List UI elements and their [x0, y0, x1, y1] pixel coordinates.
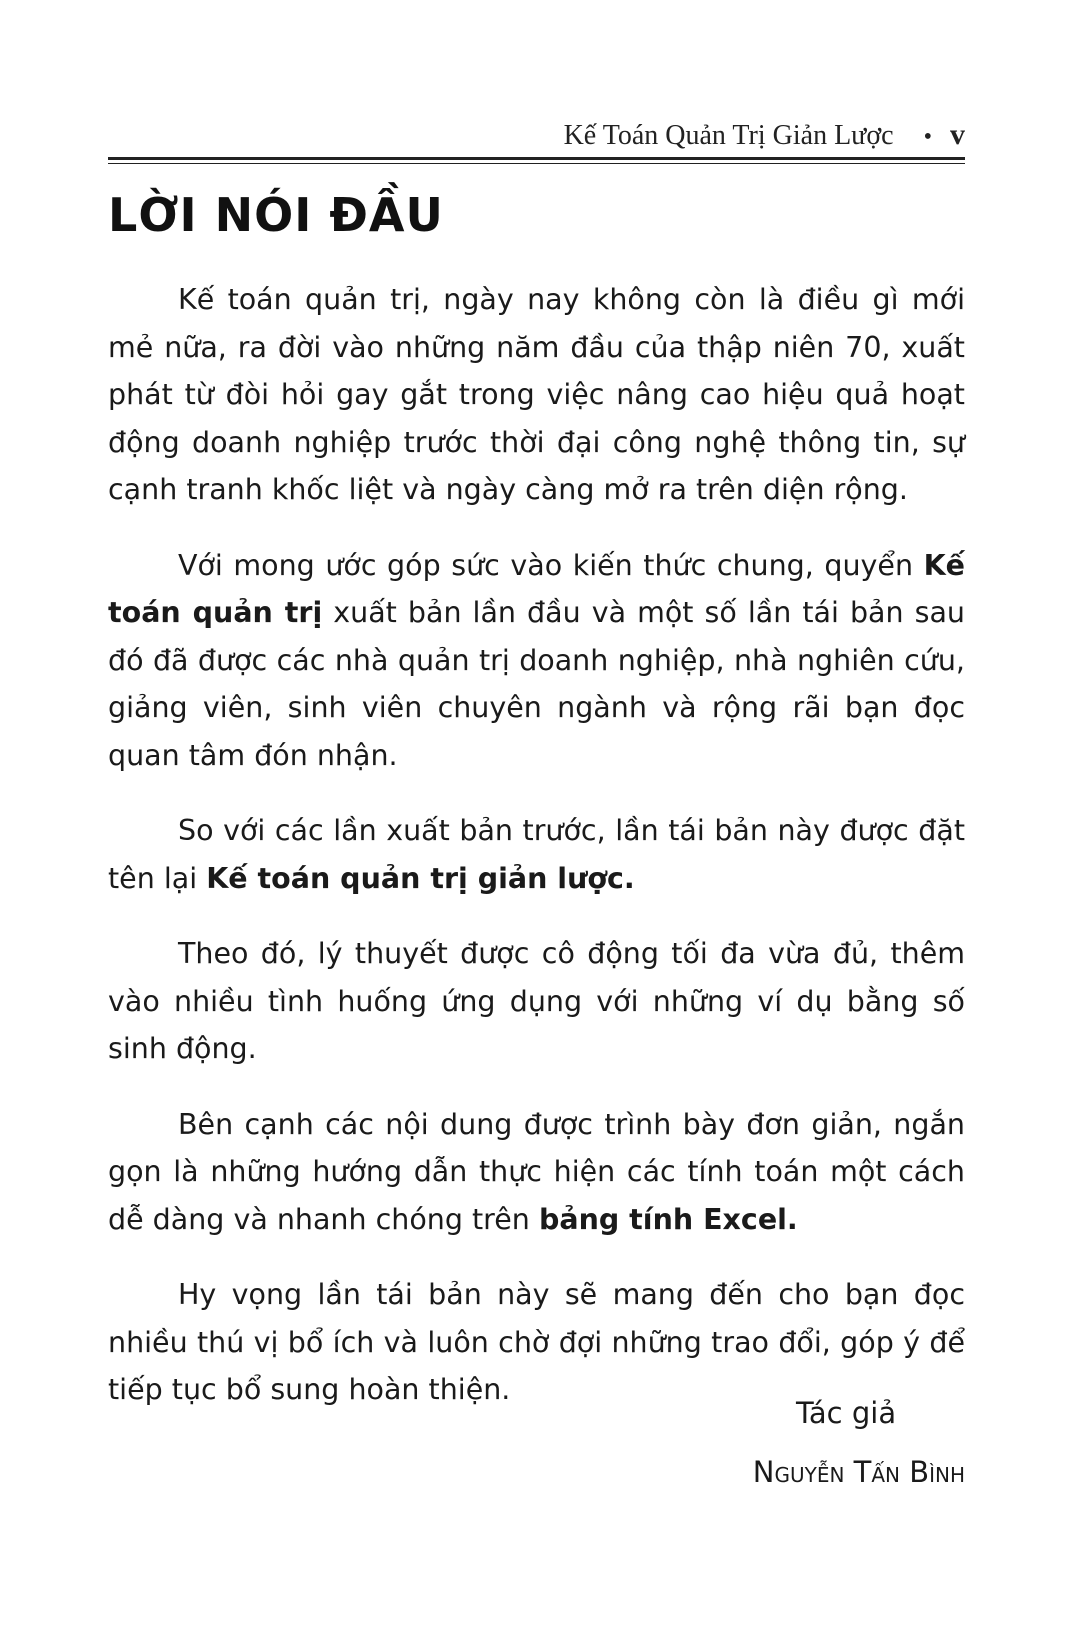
page-title: LỜI NÓI ĐẦU	[108, 188, 444, 242]
paragraph-5	[108, 1101, 965, 1244]
paragraph-6: Hy vọng lần tái bản này sẽ mang đến cho bạn đọc nhiều thú vị bổ ích và luôn chờ đợi những trao đổi, góp ý để tiếp tục bổ sung hoàn thiện.	[108, 1278, 965, 1406]
paragraph-4: Theo đó, lý thuyết được cô động tối đa vừa đủ, thêm vào nhiều tình huống ứng dụng với những ví dụ bằng số sinh động.	[108, 937, 965, 1065]
paragraph-1: Kế toán quản trị, ngày nay không còn là điều gì mới mẻ nữa, ra đời vào những năm đầu của thập niên 70, xuất phát từ đòi hỏi gay gắt trong việc nâng cao hiệu quả hoạt động doanh nghiệp trước thời đại công nghệ thông tin, sự cạnh tranh khốc liệt và ngày càng mở ra trên diện rộng.	[108, 283, 965, 506]
paragraph-2-text-a: Với mong ước góp sức vào kiến thức chung, quyển	[178, 548, 924, 582]
page-number: v	[950, 118, 965, 151]
paragraph-5-text: Bên cạnh các nội dung được trình bày đơn giản, ngắn gọn là những hướng dẫn thực hiện các tính toán một cách dễ dàng và nhanh chóng trên	[108, 1107, 965, 1236]
author-label: Tác giả	[796, 1396, 897, 1430]
header-rule-thick	[108, 157, 965, 160]
paragraph-2-bold: Kế toán quản trị	[108, 548, 965, 629]
paragraph-2	[108, 542, 965, 780]
paragraph-3-text: So với các lần xuất bản trước, lần tái bản này được đặt tên lại	[108, 814, 965, 895]
author-name: Nguyễn Tấn Bình	[752, 1455, 965, 1489]
preface-body	[108, 276, 965, 1442]
header-rule-thin	[108, 163, 965, 164]
running-header-title: Kế Toán Quản Trị Giản Lược	[563, 120, 894, 151]
paragraph-5-bold: bảng tính Excel.	[538, 1202, 798, 1236]
paragraph-2-text-b: xuất bản lần đầu và một số lần tái bản sau đó đã được các nhà quản trị doanh nghiệp, nhà nghiên cứu, giảng viên, sinh viên chuyên ngành và rộng rãi bạn đọc quan tâm đón nhận.	[108, 596, 965, 772]
header-bullet: •	[923, 124, 932, 150]
paragraph-3-bold: Kế toán quản trị giản lược.	[206, 861, 635, 895]
paragraph-3	[108, 807, 965, 902]
running-header	[108, 118, 965, 154]
